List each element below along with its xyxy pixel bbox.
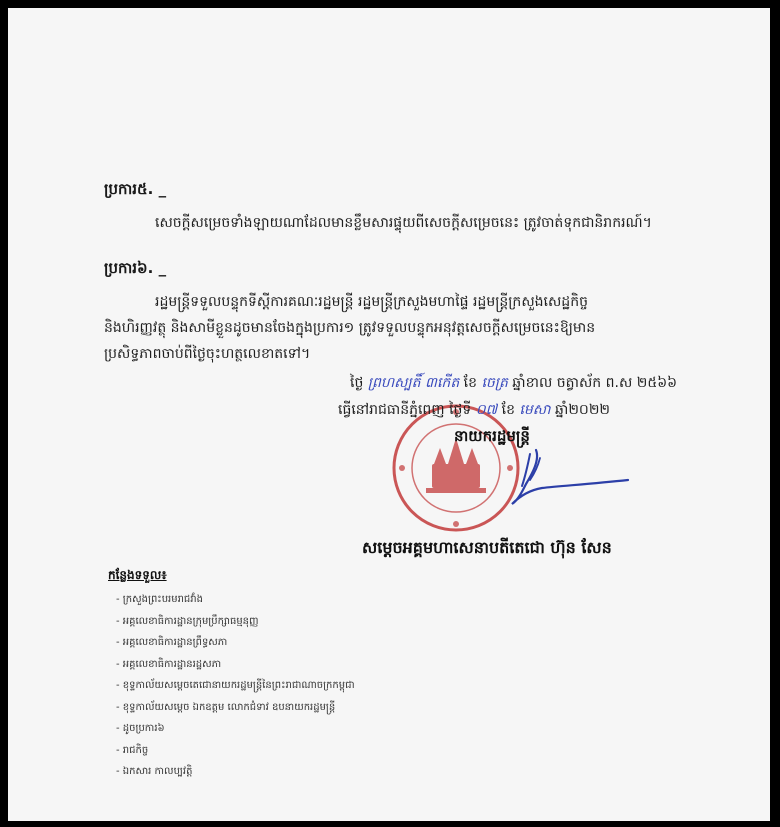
date-lunar-month: ចេត្រ xyxy=(481,375,508,391)
handwritten-signature-icon xyxy=(500,440,640,510)
date-lunar-prefix: ថ្ងៃ xyxy=(350,375,364,391)
recipients-list xyxy=(116,589,355,783)
date-solar-suffix: ឆ្នាំ២០២២ xyxy=(554,402,611,418)
recipient-item: - ខុទ្ទកាល័យសម្ដេចតេជោនាយករដ្ឋមន្ត្រីនៃព្រះរាជាណាចក្រកម្ពុជា xyxy=(116,680,355,691)
date-lunar-day: ព្រហស្បតិ៍ ៣កើត xyxy=(367,375,460,391)
article-6-heading: ប្រការ៦. _ xyxy=(104,259,167,277)
article-5-text: សេចក្ដីសម្រេចទាំងឡាយណាដែលមានខ្លឹមសារផ្ទុយពីសេចក្ដីសម្រេចនេះ ត្រូវចាត់ទុកជានិរាករណ៍។ xyxy=(155,215,652,231)
date-solar-month: មេសា xyxy=(519,402,551,418)
article-5-heading: ប្រការ៥. _ xyxy=(104,180,167,198)
date-lunar-month-prefix: ខែ xyxy=(463,375,477,391)
article-6-line-3: ប្រសិទ្ធភាពចាប់ពីថ្ងៃចុះហត្ថលេខាតទៅ។ xyxy=(104,346,311,362)
date-solar-prefix: ធ្វើនៅរាជធានីភ្នំពេញ ថ្ងៃទី xyxy=(338,402,472,418)
recipient-item: - រាជកិច្ច xyxy=(116,744,149,756)
article-6-line-1: រដ្ឋមន្ត្រីទទួលបន្ទុកទីស្ដីការគណៈរដ្ឋមន្ត្រី រដ្ឋមន្ត្រីក្រសួងមហាផ្ទៃ រដ្ឋមន្ត្រីក្រសួងសេដ្ឋកិច្ច xyxy=(155,294,588,310)
recipient-item: - អគ្គលេខាធិការដ្ឋានក្រុមប្រឹក្សាធម្មនុញ្ញ xyxy=(116,615,259,627)
date-solar-month-prefix: ខែ xyxy=(501,402,515,418)
date-solar-day: ០៧ xyxy=(475,402,498,418)
recipient-item: - អគ្គលេខាធិការដ្ឋានព្រឹទ្ធសភា xyxy=(116,637,228,648)
recipient-item: - ក្រសួងព្រះបរមរាជវាំង xyxy=(116,594,203,605)
recipient-item: - ដូចប្រការ៦ xyxy=(116,723,165,734)
signer-name: សម្ដេចអគ្គមហាសេនាបតីតេជោ ហ៊ុន សែន xyxy=(362,538,612,557)
article-6-line-2: និងហិរញ្ញវត្ថុ និងសាមីខ្លួនដូចមានចែងក្នុងប្រការ១ ត្រូវទទួលបន្ទុកអនុវត្តសេចក្ដីសម្រេចនេះឱ្យមាន xyxy=(104,320,596,336)
date-solar-line xyxy=(338,400,610,421)
recipient-item: - អគ្គលេខាធិការដ្ឋានរដ្ឋសភា xyxy=(116,658,222,670)
recipient-item: - ខុទ្ទកាល័យសម្ដេច ឯកឧត្ដម លោកជំទាវ ឧបនាយករដ្ឋមន្ត្រី xyxy=(116,701,336,713)
recipient-item: - ឯកសារ កាលប្បវត្តិ xyxy=(116,766,193,777)
minister-title: នាយករដ្ឋមន្ត្រី xyxy=(454,427,530,445)
date-lunar-line xyxy=(350,373,677,394)
recipients-title: កន្លែងទទួល៖ xyxy=(108,568,167,582)
date-lunar-suffix: ឆ្នាំខាល ចត្វាស័ក ព.ស ២៥៦៦ xyxy=(512,375,678,391)
